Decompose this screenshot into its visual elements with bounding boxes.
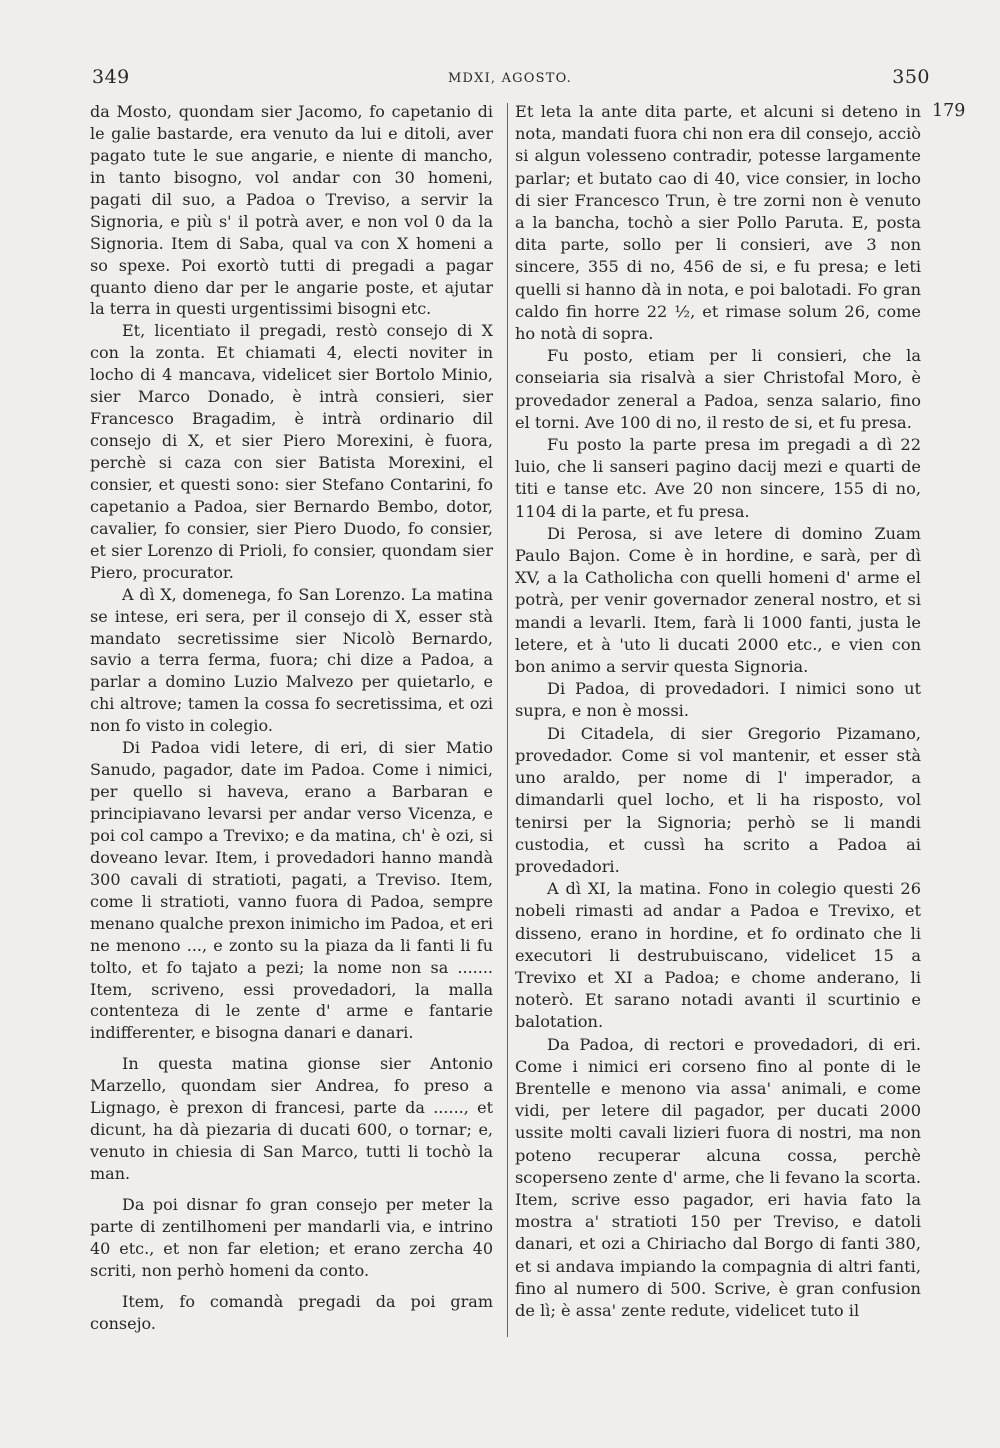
paragraph: In questa matina gionse sier Antonio Marzello, quondam sier Andrea, fo preso a Lignago, è prexon di francesi, parte da ......, et dicunt, ha dà piezaria di ducati 600, o tornar; e, venuto in chiesia di San Marco, tutti li tochò la man. [90, 1054, 493, 1183]
paragraph: Fu posto, etiam per li consieri, che la conseiaria sia risalvà a sier Christofal Moro, è provedador zeneral a Padoa, senza salario, fino el torni. Ave 100 di no, il resto de si, et fu presa. [515, 346, 921, 432]
paragraph: A dì X, domenega, fo San Lorenzo. La matina se intese, eri sera, per il consejo di X, esser stà mandato secretissime sier Nicolò Bernardo, savio a terra ferma, fuora; chi dize a Padoa, a parlar a domino Luzio Malvezo per quietarlo, e chi altrove; tamen la cossa fo secretissima, et ozi non fo visto in colegio. [90, 584, 493, 736]
column-divider [507, 103, 508, 1337]
paragraph: Di Citadela, di sier Gregorio Pizamano, provedador. Come si vol mantenir, et esser stà uno araldo, per nome di l' imperador, a dimandarli quel locho, et li ha risposto, vol tenirsi per la Signoria; perhò se li mandi custodia, et cussì ha scrito a Padoa ai provedadori. [515, 723, 921, 876]
paragraph: Da Padoa, di rectori e provedadori, di eri. Come i nimici eri corseno fino al ponte di le Brentelle e menono via assa' animali, e come vidi, per letere dil pagador, per ducati 2000 ussite molti cavali lizieri fuora di nostri, ma non poteno recuperar alcuna cossa, perchè scoperseno zente d' arme, che li fevano la scorta. Item, scrive esso pagador, eri havia fato la mostra a' stratioti 150 per Treviso, e datoli danari, et ozi a Chiriacho dal Borgo di fanti 380, et si andava impiando la compagnia di altri fanti, fino al numero di 500. Scrive, è gran confusion de lì; è assa' zente redute, videlicet tuto il [515, 1034, 921, 1320]
paragraph: da Mosto, quondam sier Jacomo, fo capetanio di le galie bastarde, era venuto da lui e ditoli, aver pagato tute le sue angarie, e niente di mancho, in tanto bisogno, vol andar con 30 homeni, pagati dil suo, a Padoa o Treviso, a servir la Signoria, e più s' il potrà aver, e non vol 0 da la Signoria. Item di Saba, qual va con X homeni a so spexe. Poi exortò tutti di pregadi a pagar quanto dieno dar per le angarie poste, et ajutar la terra in questi urgentissimi bisogni etc. [90, 102, 493, 319]
right-column [515, 101, 921, 1322]
right-page-number: 350 [892, 66, 930, 88]
paragraph: Da poi disnar fo gran consejo per meter la parte di zentilhomeni per mandarli via, e intrino 40 etc., et non far eletion; et erano zercha 40 scriti, non perhò homeni da conto. [90, 1194, 493, 1280]
left-page-number: 349 [92, 66, 130, 88]
left-column [90, 101, 493, 1335]
paragraph: A dì XI, la matina. Fono in colegio questi 26 nobeli rimasti ad andar a Padoa e Trevixo, et disseno, erano in hordine, et fo ordinato che li executori li destrubuiscano, videlicet 15 a Trevixo et XI a Padoa; e chome anderano, li noterò. Et sarano notadi avanti il scurtinio e balotation. [515, 879, 921, 1032]
paragraph: Et, licentiato il pregadi, restò consejo di X con la zonta. Et chiamati 4, electi noviter in locho di 4 mancava, videlicet sier Bortolo Minio, sier Marco Donado, è intrà consieri, sier Francesco Bragadim, è intrà ordinario dil consejo di X, et sier Piero Morexini, è fuora, perchè si caza con sier Batista Morexini, el consier, et questi sono: sier Stefano Contarini, fo capetanio a Padoa, sier Bernardo Bembo, dotor, cavalier, fo consier, sier Piero Duodo, fo consier, et sier Lorenzo di Prioli, fo consier, quondam sier Piero, procurator. [90, 321, 493, 582]
paragraph: Di Perosa, si ave letere di domino Zuam Paulo Bajon. Come è in hordine, e sarà, per dì XV, a la Catholicha con quelli homeni d' arme el potrà, per venir governador zeneral nostro, et si mandi a levarli. Item, farà li 1000 fanti, justa le letere, et à 'uto li ducati 2000 etc., e vien con bon animo a servir questa Signoria. [515, 523, 921, 677]
page-header [88, 66, 932, 96]
paragraph: Item, fo comandà pregadi da poi gram consejo. [90, 1291, 493, 1333]
paragraph: Di Padoa vidi letere, di eri, di sier Matio Sanudo, pagador, date im Padoa. Come i nimici, per quello si haveva, erano a Barbaran e principiavano levarsi per andar verso Vicenza, e poi col campo a Trevixo; e da matina, ch' è ozi, si doveano levar. Item, i provedadori hanno mandà 300 cavali di stratioti, pagati, a Treviso. Item, come li stratioti, vanno fuora di Padoa, sempre menano qualche prexon inimicho im Padoa, et eri ne menono ..., e zonto su la piaza da li fanti li fu tolto, et fo tajato a pezi; la nome non sa ....... Item, scriveno, essi provedadori, la malla contenteza di le zente d' arme e fantarie indifferenter, e bisogna danari e danari. [90, 738, 493, 1043]
paragraph: Fu posto la parte presa im pregadi a dì 22 luio, che li sanseri pagino dacij mezi e quarti de titi e tanse etc. Ave 20 non sincere, 155 di no, 1104 di la parte, et fu presa. [515, 435, 921, 521]
margin-note: 179 [932, 101, 966, 121]
running-title: MDXI, AGOSTO. [447, 71, 573, 86]
paragraph: Et leta la ante dita parte, et alcuni si deteno in nota, mandati fuora chi non era dil consejo, acciò si algun volesseno contradir, potesse largamente parlar; et butato cao di 40, vice consier, in locho di sier Francesco Trun, è tre zorni non è venuto a la bancha, tochò a sier Pollo Paruta. E, posta dita parte, sollo per li consieri, ave 3 non sincere, 355 di no, 456 de si, e fu presa; e leti quelli si hanno dà in nota, e poi balotadi. Fo gran caldo fin horre 22 ½, et rimase solum 26, come ho notà di sopra. [515, 102, 921, 344]
paragraph: Di Padoa, di provedadori. I nimici sono ut supra, e non è mossi. [515, 679, 921, 721]
